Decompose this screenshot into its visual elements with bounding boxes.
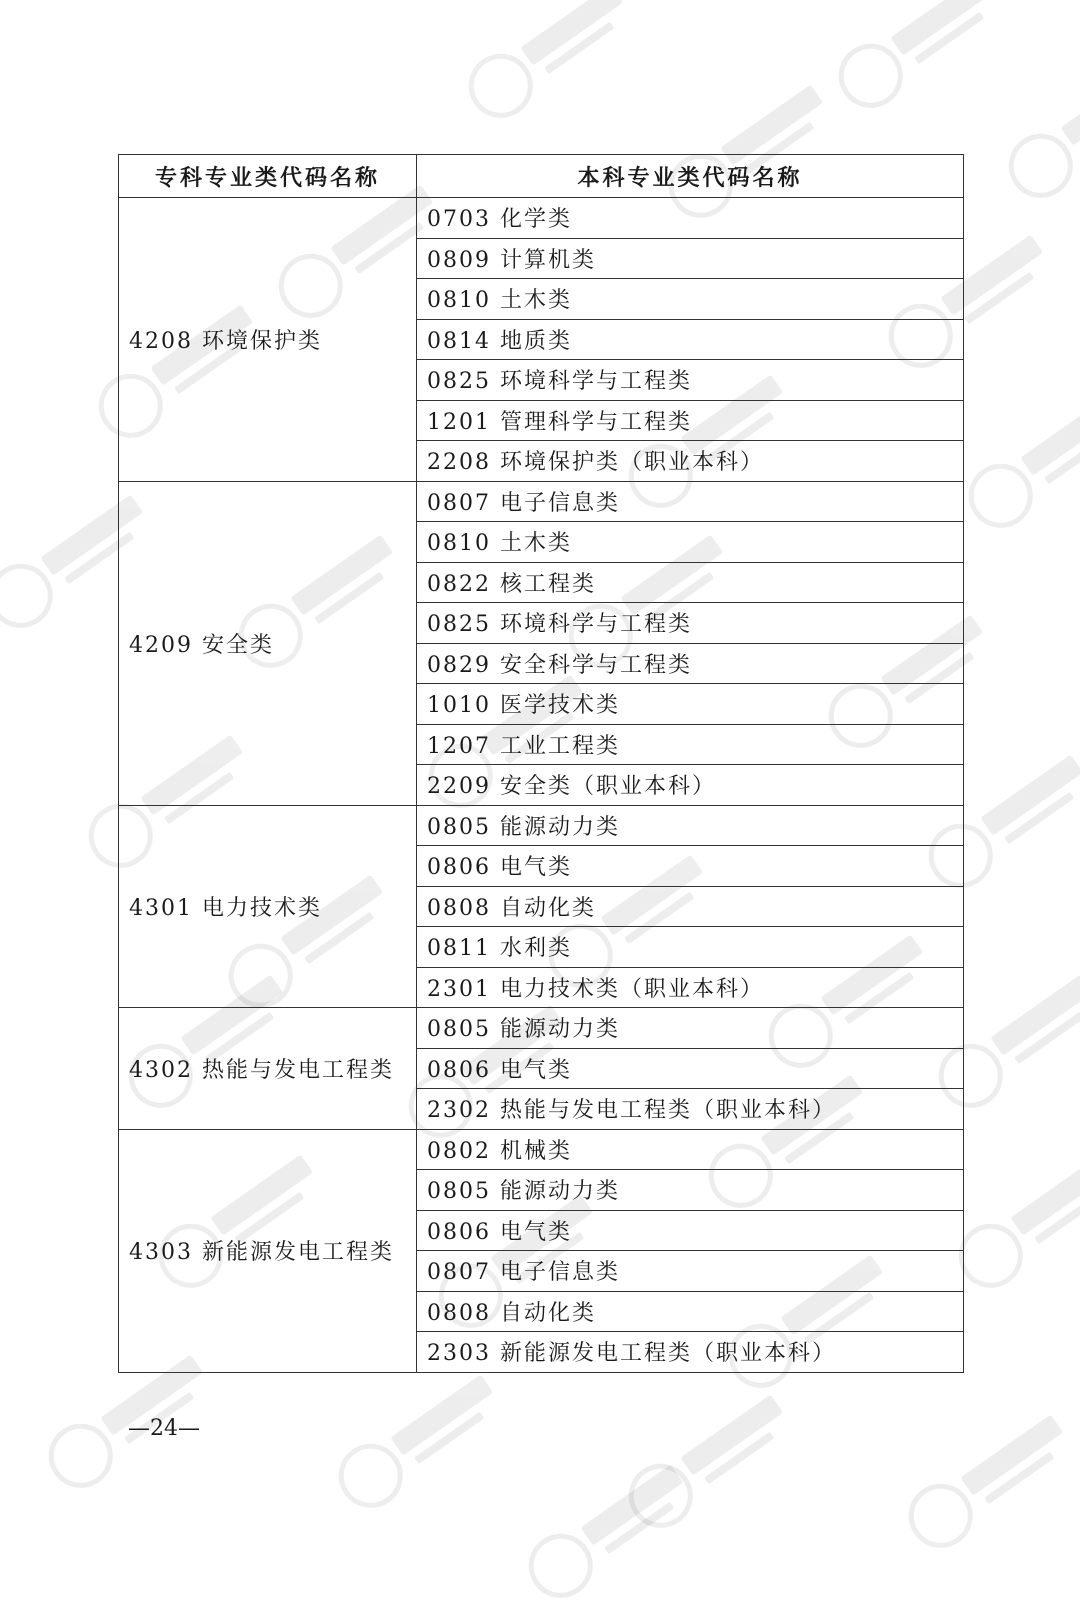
- watermark-logo: [820, 0, 1019, 133]
- undergraduate-major-cell: 0805 能源动力类: [417, 1170, 964, 1211]
- undergraduate-major-cell: 0814 地质类: [417, 319, 964, 360]
- undergraduate-major-cell: 1010 医学技术类: [417, 684, 964, 725]
- undergraduate-major-cell: 0810 土木类: [417, 279, 964, 320]
- undergraduate-major-cell: 2208 环境保护类（职业本科）: [417, 441, 964, 482]
- undergraduate-major-cell: 0822 核工程类: [417, 562, 964, 603]
- table-row: [119, 805, 964, 846]
- undergraduate-major-cell: 0802 机械类: [417, 1129, 964, 1170]
- undergraduate-major-cell: 0809 计算机类: [417, 238, 964, 279]
- undergraduate-major-cell: 0806 电气类: [417, 846, 964, 887]
- undergraduate-major-cell: 2303 新能源发电工程类（职业本科）: [417, 1332, 964, 1373]
- undergraduate-major-cell: 0810 土木类: [417, 522, 964, 563]
- undergraduate-major-cell: 0703 化学类: [417, 198, 964, 239]
- undergraduate-major-cell: 0807 电子信息类: [417, 1251, 964, 1292]
- undergraduate-major-cell: 1201 管理科学与工程类: [417, 400, 964, 441]
- major-mapping-table: [118, 154, 964, 1373]
- undergraduate-major-cell: 1207 工业工程类: [417, 724, 964, 765]
- undergraduate-major-cell: 0829 安全科学与工程类: [417, 643, 964, 684]
- table-row: [119, 198, 964, 239]
- watermark-logo: [510, 1447, 709, 1623]
- table-row: [119, 1129, 964, 1170]
- undergraduate-major-cell: 2301 电力技术类（职业本科）: [417, 967, 964, 1008]
- table-row: [119, 481, 964, 522]
- vocational-major-cell: 4208 环境保护类: [119, 198, 417, 482]
- watermark-logo: [950, 377, 1080, 554]
- undergraduate-major-cell: 0811 水利类: [417, 927, 964, 968]
- vocational-major-cell: 4302 热能与发电工程类: [119, 1008, 417, 1130]
- undergraduate-major-cell: 0806 电气类: [417, 1048, 964, 1089]
- undergraduate-major-cell: 0807 电子信息类: [417, 481, 964, 522]
- vocational-major-cell: 4209 安全类: [119, 481, 417, 805]
- vocational-major-cell: 4301 电力技术类: [119, 805, 417, 1008]
- undergraduate-major-cell: 0808 自动化类: [417, 1291, 964, 1332]
- vocational-major-cell: 4303 新能源发电工程类: [119, 1129, 417, 1372]
- page-number: —24—: [128, 1416, 200, 1441]
- watermark-logo: [320, 1357, 519, 1534]
- undergraduate-major-cell: 0806 电气类: [417, 1210, 964, 1251]
- watermark-logo: [890, 1397, 1080, 1574]
- table-row: [119, 1008, 964, 1049]
- undergraduate-major-cell: 0808 自动化类: [417, 886, 964, 927]
- header-vocational-major: 专科专业类代码名称: [119, 155, 417, 198]
- undergraduate-major-cell: 0805 能源动力类: [417, 805, 964, 846]
- watermark-logo: [990, 47, 1080, 224]
- header-undergraduate-major: 本科专业类代码名称: [417, 155, 964, 198]
- undergraduate-major-cell: 0805 能源动力类: [417, 1008, 964, 1049]
- undergraduate-major-cell: 2302 热能与发电工程类（职业本科）: [417, 1089, 964, 1130]
- watermark-logo: [450, 0, 649, 143]
- table-header-row: [119, 155, 964, 198]
- undergraduate-major-cell: 2209 安全类（职业本科）: [417, 765, 964, 806]
- undergraduate-major-cell: 0825 环境科学与工程类: [417, 603, 964, 644]
- undergraduate-major-cell: 0825 环境科学与工程类: [417, 360, 964, 401]
